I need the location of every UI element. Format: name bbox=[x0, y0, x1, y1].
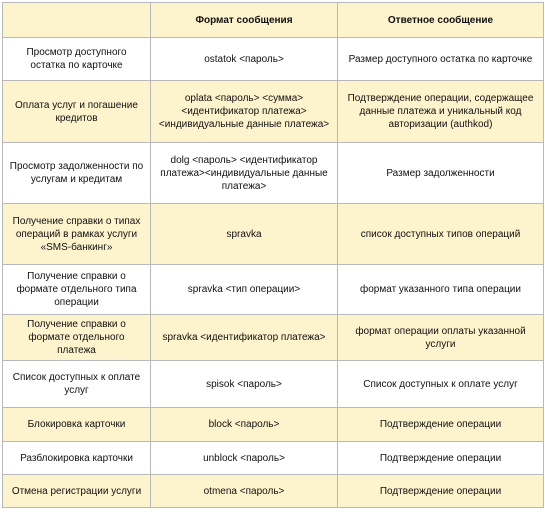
operation-cell: Блокировка карточки bbox=[3, 408, 151, 442]
reply-cell: формат операции оплаты указанной услуги bbox=[338, 315, 544, 361]
format-cell: block <пароль> bbox=[151, 408, 338, 442]
operation-cell: Просмотр задолженности по услугам и кредитам bbox=[3, 143, 151, 204]
format-cell: ostatok <пароль> bbox=[151, 38, 338, 81]
format-cell: dolg <пароль> <идентификатор платежа><индивидуальные данные платежа> bbox=[151, 143, 338, 204]
reply-cell: Размер задолженности bbox=[338, 143, 544, 204]
reply-cell: Подтверждение операции bbox=[338, 408, 544, 442]
operation-cell: Просмотр доступного остатка по карточке bbox=[3, 38, 151, 81]
table-row bbox=[3, 408, 544, 442]
table-row bbox=[3, 81, 544, 143]
operation-cell: Отмена регистрации услуги bbox=[3, 475, 151, 508]
header-reply-message: Ответное сообщение bbox=[338, 3, 544, 38]
operation-cell: Разблокировка карточки bbox=[3, 442, 151, 475]
operation-cell: Список доступных к оплате услуг bbox=[3, 361, 151, 408]
reply-cell: Размер доступного остатка по карточке bbox=[338, 38, 544, 81]
operation-cell: Получение справки о формате отдельного платежа bbox=[3, 315, 151, 361]
header-row bbox=[3, 3, 544, 38]
table-row bbox=[3, 315, 544, 361]
sms-commands-table bbox=[2, 2, 544, 508]
format-cell: spravka bbox=[151, 204, 338, 265]
table-row bbox=[3, 143, 544, 204]
format-cell: otmena <пароль> bbox=[151, 475, 338, 508]
operation-cell: Получение справки о формате отдельного типа операции bbox=[3, 265, 151, 315]
table-row bbox=[3, 361, 544, 408]
header-message-format: Формат сообщения bbox=[151, 3, 338, 38]
reply-cell: Подтверждение операции, содержащее данные платежа и уникальный код авторизации (authkod) bbox=[338, 81, 544, 143]
format-cell: spravka <идентификатор платежа> bbox=[151, 315, 338, 361]
reply-cell: список доступных типов операций bbox=[338, 204, 544, 265]
reply-cell: Подтверждение операции bbox=[338, 442, 544, 475]
format-cell: unblock <пароль> bbox=[151, 442, 338, 475]
format-cell: spravka <тип операции> bbox=[151, 265, 338, 315]
format-cell: spisok <пароль> bbox=[151, 361, 338, 408]
format-cell: oplata <пароль> <сумма> <идентификатор платежа> <индивидуальные данные платежа> bbox=[151, 81, 338, 143]
operation-cell: Получение справки о типах операций в рамках услуги «SMS-банкинг» bbox=[3, 204, 151, 265]
table-row bbox=[3, 204, 544, 265]
table-row bbox=[3, 475, 544, 508]
reply-cell: Подтверждение операции bbox=[338, 475, 544, 508]
table-row bbox=[3, 38, 544, 81]
table-row bbox=[3, 265, 544, 315]
table-row bbox=[3, 442, 544, 475]
operation-cell: Оплата услуг и погашение кредитов bbox=[3, 81, 151, 143]
header-operation bbox=[3, 3, 151, 38]
reply-cell: Список доступных к оплате услуг bbox=[338, 361, 544, 408]
reply-cell: формат указанного типа операции bbox=[338, 265, 544, 315]
